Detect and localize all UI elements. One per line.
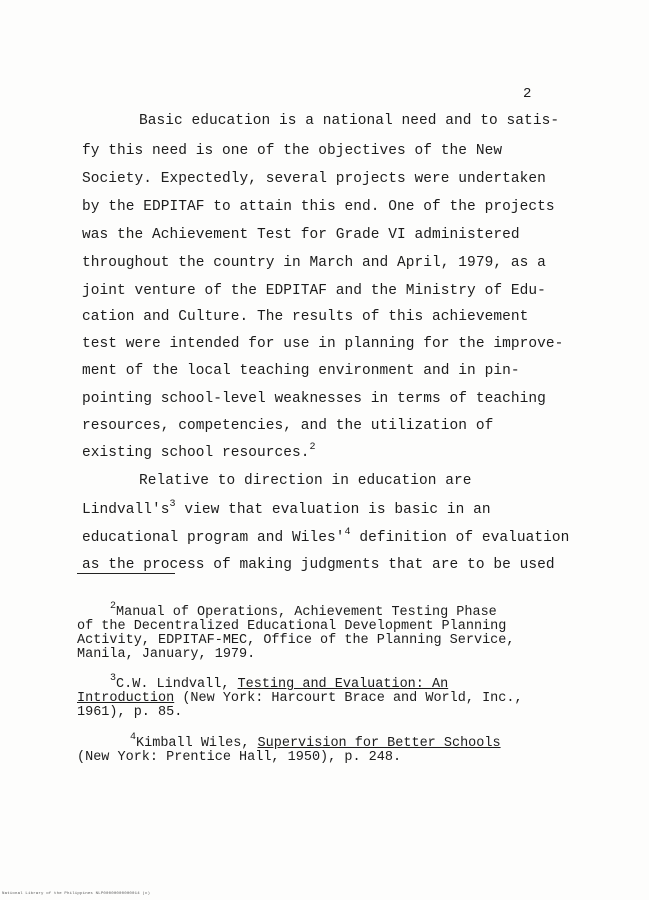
body-line [82,527,570,546]
footnote-ref: 4 [344,527,351,538]
body-line: resources, competencies, and the utilization of [82,418,494,434]
footnote-text: C.W. Lindvall, [116,677,238,692]
footnote-book-title: Introduction [77,691,175,706]
footnote-4-line: (New York: Prentice Hall, 1950), p. 248. [77,750,402,765]
footnote-number: 2 [110,601,117,612]
footnote-3-line: 1961), p. 85. [77,705,183,720]
footnote-book-title: Testing and Evaluation: An [237,677,449,692]
footnote-text: (New York: Harcourt Brace and World, Inc., [174,691,523,706]
body-line: was the Achievement Test for Grade VI administered [82,227,520,243]
library-stamp: National Library of the Philippines NLP00000000000014 (c) [2,892,151,896]
footnote-2-line: Manila, January, 1979. [77,647,256,662]
body-line [82,499,491,518]
footnote-2-line: Activity, EDPITAF-MEC, Office of the Planning Service, [77,633,515,648]
body-line: pointing school-level weaknesses in terms of teaching [82,391,546,407]
footnote-text: Manual of Operations, Achievement Testing Phase [116,605,497,620]
footnote-separator [77,573,175,574]
footnote-4-line [130,732,501,751]
body-line: test were intended for use in planning for the improve- [82,336,564,352]
body-line: Society. Expectedly, several projects were undertaken [82,171,546,187]
body-line [82,442,316,461]
body-line: ment of the local teaching environment and in pin- [82,363,520,379]
body-line: throughout the country in March and April, 1979, as a [82,255,546,271]
body-text: Lindvall's [82,502,170,518]
page-number: 2 [523,86,532,102]
body-text: educational program and Wiles' [82,530,345,546]
footnote-2-line: of the Decentralized Educational Development Planning [77,619,507,634]
body-line: by the EDPITAF to attain this end. One of the projects [82,199,555,215]
body-line: Basic education is a national need and to satis- [139,113,560,129]
body-line: Relative to direction in education are [139,473,472,489]
body-text: existing school resources. [82,445,310,461]
footnote-text: Kimball Wiles, [136,736,258,751]
footnote-number: 3 [110,673,117,684]
body-line: fy this need is one of the objectives of the New [82,143,503,159]
footnote-number: 4 [130,732,137,743]
body-line: cation and Culture. The results of this achievement [82,309,529,325]
footnote-ref: 2 [309,442,316,453]
body-text: view that evaluation is basic in an [175,502,491,518]
body-line: as the process of making judgments that are to be used [82,557,555,573]
footnote-ref: 3 [169,499,176,510]
footnote-3-line [77,692,523,706]
body-line: joint venture of the EDPITAF and the Ministry of Edu- [82,283,546,299]
footnote-book-title: Supervision for Better Schools [257,736,501,751]
body-text: definition of evaluation [350,530,570,546]
footnote-2-line [110,601,497,620]
footnote-3-line [110,673,449,692]
